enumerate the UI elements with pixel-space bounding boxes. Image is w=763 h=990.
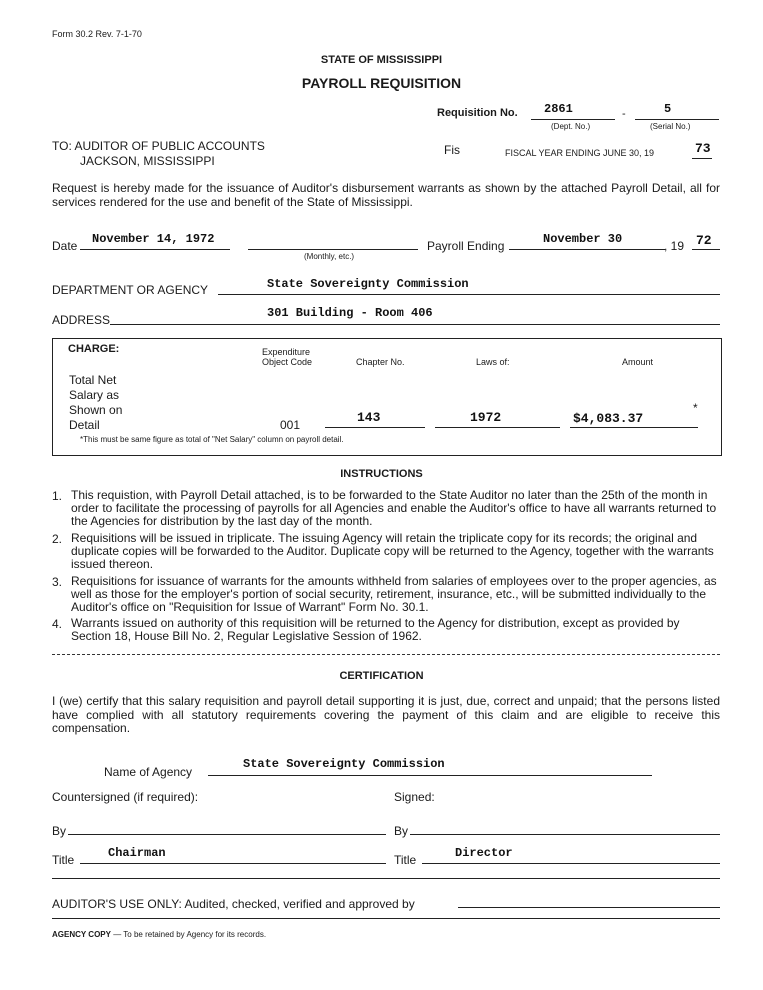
footer-copy-note [52, 930, 266, 939]
year-prefix: , 19 [664, 239, 685, 253]
address-line [110, 324, 720, 325]
fiscal-year-value: 73 [695, 141, 711, 156]
title-right-line [422, 863, 720, 864]
addressee-city: JACKSON, MISSISSIPPI [80, 154, 215, 168]
countersigned-label: Countersigned (if required): [52, 790, 199, 804]
year-line [692, 249, 720, 250]
object-code: 001 [280, 418, 301, 432]
title-left-value: Chairman [108, 846, 166, 860]
col-expenditure-1: Expenditure [262, 347, 311, 357]
monthly-line [248, 249, 418, 250]
by-left-label: By [52, 824, 67, 838]
date-line [80, 249, 230, 250]
serial-caption: (Serial No.) [650, 122, 691, 131]
address-label: ADDRESS [52, 313, 111, 327]
instruction-3-num: 3. [52, 575, 63, 589]
charge-row-label-2: Salary as [69, 388, 120, 402]
instruction-1-text: This requistion, with Payroll Detail attached, is to be forwarded to the State Auditor no later than the 25th of the month in order to facilitate the processing of payrolls for all Agencies and enable the Auditor's office to have all warrants returned to the Agencies for distribution by the last day of the month. [71, 488, 717, 528]
form-title: PAYROLL REQUISITION [301, 75, 462, 91]
signed-label: Signed: [394, 790, 435, 804]
footer-copy-text: — To be retained by Agency for its records. [113, 930, 267, 939]
instruction-4-text: Warrants issued on authority of this requisition will be returned to the Agency for distribution, except as provided by Section 18, House Bill No. 2, Regular Legislative Session of 1962. [71, 616, 680, 643]
payroll-ending-value: November 30 [543, 232, 623, 246]
title-right-value: Director [455, 846, 513, 860]
instructions-divider [52, 654, 720, 655]
agency-name-label: Name of Agency [104, 765, 193, 779]
title-left-line [80, 863, 386, 864]
laws-of: 1972 [470, 410, 502, 425]
charge-title: CHARGE: [68, 343, 120, 355]
dept-no-value: 2861 [544, 102, 573, 116]
payroll-ending-label: Payroll Ending [427, 239, 505, 253]
monthly-caption: (Monthly, etc.) [304, 252, 355, 261]
serial-no-value: 5 [664, 102, 672, 116]
charge-row-label-4: Detail [69, 418, 100, 432]
by-right-line [410, 834, 720, 835]
department-label: DEPARTMENT OR AGENCY [52, 283, 209, 297]
auditor-use-label: AUDITOR'S USE ONLY: Audited, checked, verified and approved by [52, 897, 415, 911]
requisition-label: Requisition No. [437, 107, 518, 119]
request-text: Request is hereby made for the issuance of Auditor's disbursement warrants as shown by the attached Payroll Detail, all for services rendered for the use and benefit of the State of Mississippi. [52, 181, 720, 209]
department-line [218, 294, 720, 295]
dept-caption: (Dept. No.) [551, 122, 591, 131]
certification-text: I (we) certify that this salary requisition and payroll detail supporting it is just, due, correct and unpaid; that the persons listed have complied with all statutory requirements covering the payment of this claim and are eligible to receive this compensation. [52, 694, 720, 735]
col-amount: Amount [622, 357, 654, 367]
state-title: STATE OF MISSISSIPPI [320, 54, 443, 66]
title-right-label: Title [394, 853, 417, 867]
amount-asterisk: * [693, 401, 698, 415]
fis-mark: Fis [444, 143, 460, 157]
instruction-2-text: Requisitions will be issued in triplicate. The issuing Agency will retain the triplicate copy for its records; the original and duplicate copies will be forwarded to the Auditor. Duplicate copy will be returned to the Agency, together with the warrants issued thereon. [71, 531, 714, 571]
laws-line [435, 427, 560, 428]
charge-row-label-3: Shown on [69, 403, 123, 417]
charge-row-label-1: Total Net [69, 373, 117, 387]
col-chapter: Chapter No. [356, 357, 405, 367]
serial-no-line [635, 119, 719, 120]
amount-value: $4,083.37 [573, 411, 644, 426]
dept-no-line [531, 119, 615, 120]
col-expenditure-2: Object Code [262, 357, 313, 367]
instructions-title: INSTRUCTIONS [340, 468, 423, 480]
form-id: Form 30.2 Rev. 7-1-70 [52, 29, 142, 39]
certification-title: CERTIFICATION [339, 670, 424, 682]
instruction-1-num: 1. [52, 489, 63, 503]
footer-copy-label: AGENCY COPY [52, 930, 111, 939]
instruction-4-num: 4. [52, 617, 63, 631]
department-value: State Sovereignty Commission [267, 277, 469, 291]
date-label: Date [52, 239, 78, 253]
chapter-no: 143 [357, 410, 381, 425]
certification-divider [52, 878, 720, 879]
agency-name-line [208, 775, 652, 776]
instruction-2-num: 2. [52, 532, 63, 546]
chapter-line [325, 427, 425, 428]
col-laws: Laws of: [476, 357, 510, 367]
amount-line [570, 427, 698, 428]
date-value: November 14, 1972 [92, 232, 215, 246]
by-right-label: By [394, 824, 409, 838]
fiscal-year-line [692, 158, 712, 159]
requisition-dash: - [622, 108, 626, 120]
year-value: 72 [696, 233, 712, 248]
agency-name-value: State Sovereignty Commission [243, 757, 445, 771]
address-value: 301 Building - Room 406 [267, 306, 433, 320]
auditor-use-line [458, 907, 720, 908]
fiscal-year-label: FISCAL YEAR ENDING JUNE 30, 19 [505, 148, 655, 158]
auditor-use-divider [52, 918, 720, 919]
charge-footnote: *This must be same figure as total of "Net Salary" column on payroll detail. [80, 435, 344, 444]
instruction-3-text: Requisitions for issuance of warrants for the amounts withheld from salaries of employees over to the proper agencies, as well as those for the employer's portion of social security, retirement, insurance, etc., will be submitted individually to the Auditor's office on "Requisition for Issue of Warrant" Form No. 30.1. [71, 574, 717, 614]
addressee-to: TO: AUDITOR OF PUBLIC ACCOUNTS [52, 139, 265, 153]
payroll-ending-line [509, 249, 665, 250]
by-left-line [68, 834, 386, 835]
title-left-label: Title [52, 853, 75, 867]
